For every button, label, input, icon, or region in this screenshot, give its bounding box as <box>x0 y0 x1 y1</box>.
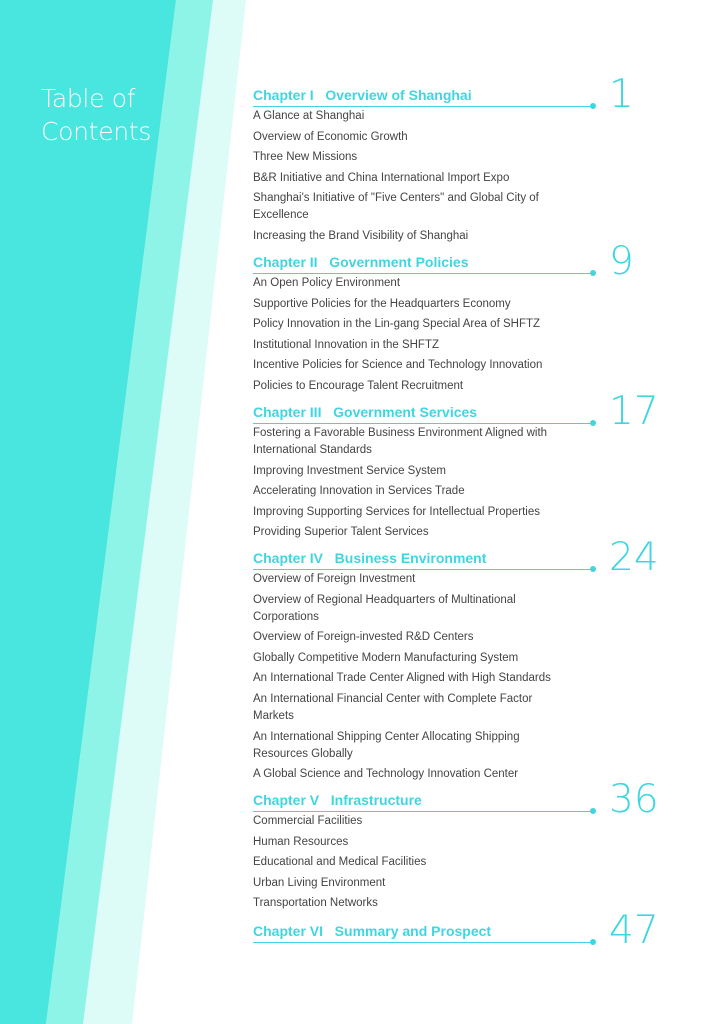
section-item[interactable]: Accelerating Innovation in Services Trade <box>253 485 465 498</box>
section-item[interactable]: Policies to Encourage Talent Recruitment <box>253 379 464 392</box>
section-list <box>253 424 573 541</box>
chapter-5 <box>253 777 663 916</box>
chapter-2 <box>253 239 663 399</box>
chapter-page-number[interactable]: 1 <box>609 72 634 117</box>
section-list <box>253 812 573 912</box>
section-item[interactable]: An International Trade Center Aligned with High Standards <box>253 672 551 685</box>
chapter-title[interactable]: Chapter IV Business Environment <box>253 550 487 566</box>
section-item[interactable]: Commercial Facilities <box>253 815 363 827</box>
section-item[interactable]: Providing Superior Talent Services <box>253 526 429 539</box>
chapter-rule <box>253 423 591 424</box>
section-item[interactable]: Improving Investment Service System <box>253 464 447 477</box>
chapter-3 <box>253 389 663 545</box>
chapter-rule <box>253 273 591 274</box>
section-item[interactable]: Overview of Economic Growth <box>253 130 408 143</box>
section-item[interactable]: A Global Science and Technology Innovation Center <box>253 768 519 781</box>
section-item[interactable]: Human Resources <box>253 835 349 848</box>
section-item[interactable]: Institutional Innovation in the SHFTZ <box>253 338 440 351</box>
section-item[interactable]: Three New Missions <box>253 151 358 164</box>
chapter-rule-dot <box>590 808 596 814</box>
section-item[interactable]: A Glance at Shanghai <box>253 110 365 122</box>
chapter-rule <box>253 942 591 943</box>
chapter-title[interactable]: Chapter II Government Policies <box>253 254 469 270</box>
chapter-rule <box>253 106 591 107</box>
chapter-page-number[interactable]: 24 <box>609 535 659 580</box>
section-list <box>253 107 573 245</box>
page-title-line: Contents <box>41 117 152 146</box>
page-title <box>41 82 191 148</box>
section-item[interactable]: Improving Supporting Services for Intellectual Properties <box>253 505 541 518</box>
chapter-header[interactable] <box>253 389 663 434</box>
chapter-page-number[interactable]: 36 <box>609 777 659 822</box>
chapter-rule-dot <box>590 939 596 945</box>
section-list <box>253 570 573 783</box>
chapter-rule-dot <box>590 270 596 276</box>
chapter-rule <box>253 811 591 812</box>
chapter-title[interactable]: Chapter VI Summary and Prospect <box>253 923 492 939</box>
chapter-page-number[interactable]: 17 <box>609 389 659 434</box>
section-item[interactable]: Overview of Foreign-invested R&D Centers <box>253 631 474 644</box>
chapter-page-number[interactable]: 9 <box>609 239 634 284</box>
page-title-line: Table of <box>41 84 136 113</box>
section-item[interactable]: Overview of Foreign Investment <box>253 573 416 585</box>
chapter-1 <box>253 72 663 249</box>
section-item[interactable]: Incentive Policies for Science and Technology Innovation <box>253 359 543 372</box>
chapter-rule <box>253 569 591 570</box>
section-item[interactable]: Shanghai's Initiative of "Five Centers" and Global City of Excellence <box>253 192 539 222</box>
section-item[interactable]: Overview of Regional Headquarters of Multinational Corporations <box>253 593 516 623</box>
chapter-4 <box>253 535 663 787</box>
section-item[interactable]: B&R Initiative and China International Import Expo <box>253 171 510 184</box>
chapter-rule-dot <box>590 566 596 572</box>
section-item[interactable]: Fostering a Favorable Business Environment Aligned with International Standards <box>253 427 548 456</box>
section-item[interactable]: Urban Living Environment <box>253 876 386 889</box>
chapter-header[interactable] <box>253 908 663 953</box>
section-item[interactable]: Policy Innovation in the Lin-gang Special Area of SHFTZ <box>253 318 541 331</box>
chapter-rule-dot <box>590 420 596 426</box>
chapter-page-number[interactable]: 47 <box>609 908 659 953</box>
chapter-title[interactable]: Chapter V Infrastructure <box>253 792 422 808</box>
section-item[interactable]: Educational and Medical Facilities <box>253 856 427 869</box>
section-item[interactable]: An International Shipping Center Allocating Shipping Resources Globally <box>253 730 520 760</box>
section-item[interactable]: Increasing the Brand Visibility of Shanghai <box>253 229 469 242</box>
chapter-title[interactable]: Chapter I Overview of Shanghai <box>253 87 472 103</box>
section-item[interactable]: Supportive Policies for the Headquarters Economy <box>253 297 511 310</box>
section-item[interactable]: Transportation Networks <box>253 897 378 910</box>
section-item[interactable]: An Open Policy Environment <box>253 277 401 289</box>
section-item[interactable]: Globally Competitive Modern Manufacturing System <box>253 651 519 664</box>
chapter-6 <box>253 908 663 953</box>
section-list <box>253 274 573 395</box>
chapter-rule-dot <box>590 103 596 109</box>
chapter-title[interactable]: Chapter III Government Services <box>253 404 478 420</box>
section-item[interactable]: An International Financial Center with Complete Factor Markets <box>253 692 533 722</box>
